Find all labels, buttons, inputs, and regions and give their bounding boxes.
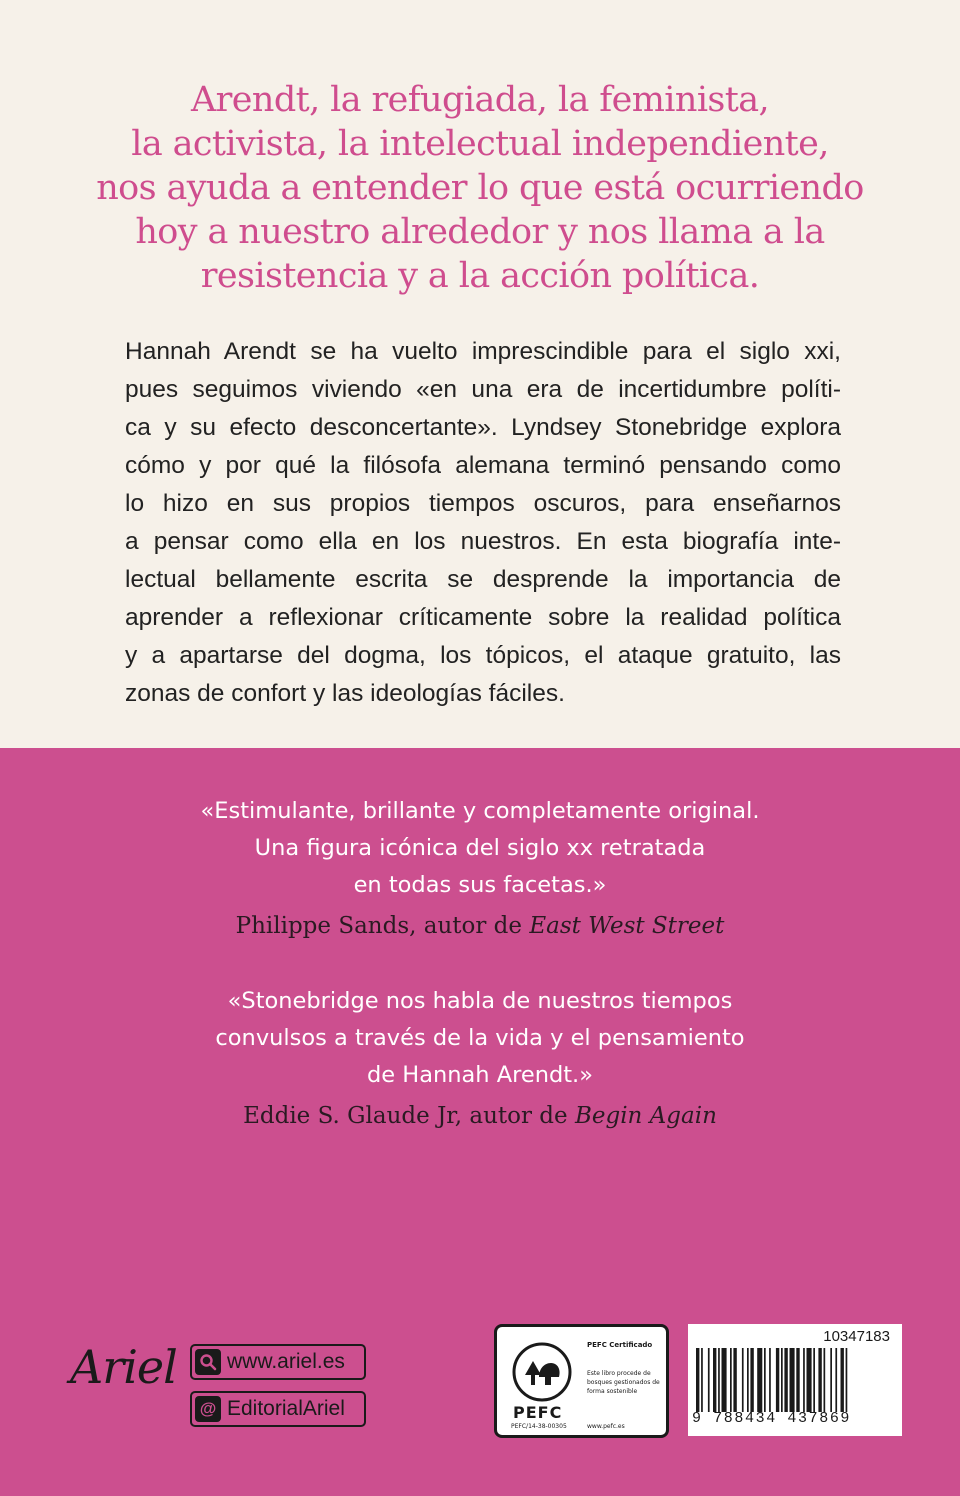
review-quote-line: en todas sus facetas.» (353, 872, 607, 898)
pefc-description: Este libro procede de bosques gestionados de forma sostenible (587, 1370, 660, 1395)
social-handle-link[interactable] (190, 1391, 366, 1427)
at-sign-icon: @ (195, 1396, 221, 1422)
barcode-bar (835, 1348, 837, 1412)
review-quote-line: Una figura icónica del siglo xx retratada (254, 835, 706, 861)
review-author: Eddie S. Glaude Jr, autor de (243, 1103, 575, 1129)
barcode-bar (813, 1348, 815, 1412)
review-quote-line: de Hannah Arendt.» (367, 1062, 593, 1088)
barcode-bar (733, 1348, 736, 1412)
pull-quote-line: la activista, la intelectual independiente, (131, 124, 829, 164)
pefc-url: www.pefc.es (587, 1423, 625, 1430)
barcode-bar (803, 1348, 805, 1412)
book-description (125, 333, 841, 713)
barcode-bar (750, 1348, 753, 1412)
barcode-bar (747, 1348, 749, 1412)
pull-quote-line: resistencia y a la acción política. (200, 256, 760, 296)
barcode-bar (764, 1348, 766, 1412)
pefc-brand: PEFC (513, 1403, 563, 1422)
pefc-tree-icon (511, 1341, 573, 1403)
barcode-bar (846, 1348, 848, 1412)
review-attribution (0, 1098, 960, 1134)
product-code: 10347183 (823, 1328, 890, 1345)
search-icon (195, 1349, 221, 1375)
barcode-bar (784, 1348, 787, 1412)
review-quote (0, 793, 960, 904)
description-line: lo hizo en sus propios tiempos oscuros, para enseñarnos (125, 490, 841, 517)
review-quote-line: «Stonebridge nos habla de nuestros tiempos (227, 988, 733, 1014)
barcode-bar (807, 1348, 812, 1412)
website-link[interactable] (190, 1344, 366, 1380)
publisher-logo: Ariel (70, 1340, 177, 1394)
pefc-certified-label: PEFC Certificado (587, 1341, 653, 1349)
pull-quote-line: Arendt, la refugiada, la feminista, (190, 80, 770, 120)
barcode-bar (701, 1348, 703, 1412)
barcode-bar (730, 1348, 732, 1412)
barcode-bar (769, 1348, 771, 1412)
review (0, 983, 960, 1134)
review-quote-line: convulsos a través de la vida y el pensamiento (215, 1025, 745, 1051)
website-text: www.ariel.es (227, 1350, 345, 1373)
description-line: a pensar como ella en los nuestros. En esta biografía inte- (125, 528, 841, 555)
description-line: aprender a reflexionar críticamente sobre la realidad política (125, 604, 841, 631)
pull-quote-line: hoy a nuestro alrededor y nos llama a la (135, 212, 825, 252)
barcode-bar (776, 1348, 779, 1412)
description-line: y a apartarse del dogma, los tópicos, el ataque gratuito, las (125, 642, 841, 669)
description-line: pues seguimos viviendo «en una era de incertidumbre políti- (125, 376, 841, 403)
barcode-bar (696, 1348, 699, 1412)
description-line: Hannah Arendt se ha vuelto imprescindible para el siglo xxi, (125, 338, 841, 365)
barcode-bar (790, 1348, 795, 1412)
review-quote (0, 983, 960, 1094)
review-author: Philippe Sands, autor de (235, 913, 530, 939)
review-work-title: Begin Again (574, 1103, 717, 1129)
barcode-bar (722, 1348, 727, 1412)
barcode-bar (742, 1348, 744, 1412)
review-attribution (0, 908, 960, 944)
pefc-certification (494, 1324, 669, 1438)
barcode-bar (757, 1348, 762, 1412)
social-handle-text: EditorialAriel (227, 1397, 345, 1420)
barcode-bars (696, 1348, 894, 1412)
barcode-block (688, 1324, 902, 1436)
pull-quote-line: nos ayuda a entender lo que está ocurriendo (96, 168, 864, 208)
review-work-title: East West Street (529, 913, 725, 939)
description-line: ca y su efecto desconcertante». Lyndsey Stonebridge explora (125, 414, 841, 441)
pefc-code: PEFC/14-38-00305 (511, 1423, 567, 1430)
barcode-bar (796, 1348, 799, 1412)
pull-quote (60, 78, 900, 298)
review-quote-line: «Estimulante, brillante y completamente original. (200, 798, 760, 824)
barcode-bar (830, 1348, 832, 1412)
isbn-digits: 9 788434 437869 (692, 1410, 852, 1427)
review (0, 793, 960, 944)
bottom-section (0, 748, 960, 1496)
barcode-bar (841, 1348, 844, 1412)
description-line: cómo y por qué la filósofa alemana terminó pensando como (125, 452, 841, 479)
barcode-bar (718, 1348, 720, 1412)
description-line: lectual bellamente escrita se desprende la importancia de (125, 566, 841, 593)
barcode-bar (713, 1348, 716, 1412)
barcode-bar (824, 1348, 826, 1412)
barcode-bar (781, 1348, 783, 1412)
barcode-bar (708, 1348, 710, 1412)
barcode-bar (818, 1348, 821, 1412)
description-line: zonas de confort y las ideologías fáciles. (125, 680, 565, 707)
